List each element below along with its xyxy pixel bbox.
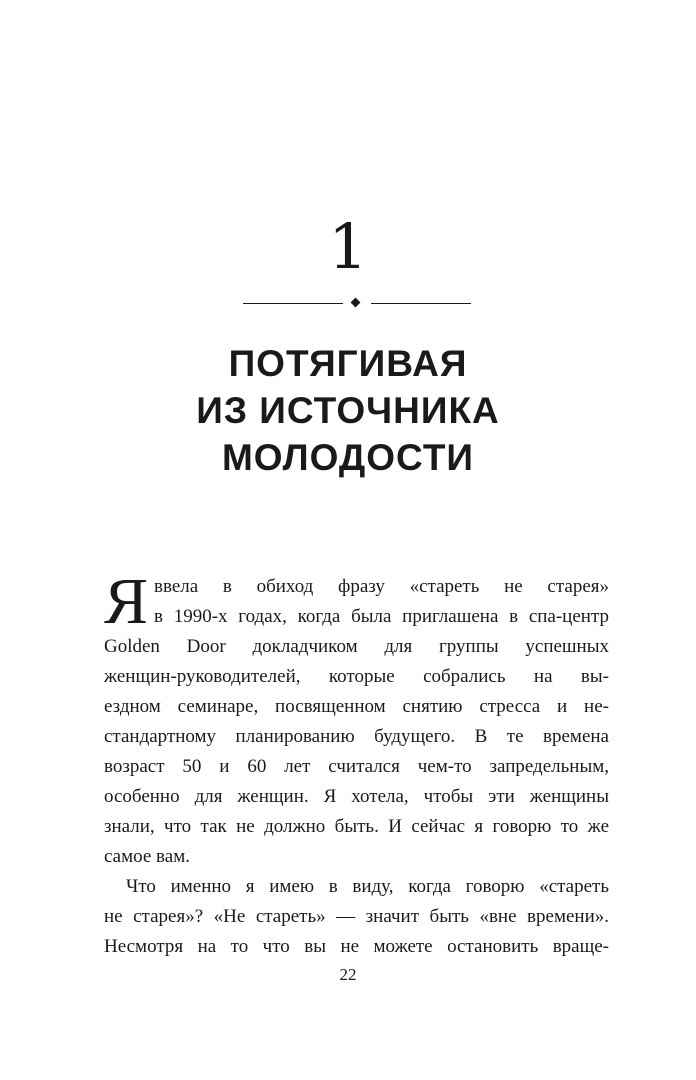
paragraph-1 [104,565,609,872]
text-line: самое вам. [104,846,190,867]
divider-line-right [371,303,471,304]
text-line: в 1990-х годах, когда была приглашена в спа-центр [154,606,609,627]
text-line: женщин-руководителей, которые собрались на вы- [104,666,609,687]
text-line: ввела в обиход фразу «стареть не старея» [154,576,609,597]
text-line: особенно для женщин. Я хотела, чтобы эти женщины [104,786,609,807]
text-line: Golden Door докладчиком для группы успешных [104,636,609,657]
chapter-ornament-divider [243,296,471,310]
drop-cap: Я [104,565,149,638]
text-line: не старея»? «Не стареть» — значит быть «вне времени». [104,906,609,927]
divider-line-left [243,303,343,304]
text-line: стандартному планированию будущего. В те времена [104,726,609,747]
text-line: возраст 50 и 60 лет считался чем-то запредельным, [104,756,609,777]
body-text [104,565,609,962]
paragraph-2 [104,872,609,962]
chapter-title-line: ПОТЯГИВАЯ [228,343,468,384]
chapter-title [0,340,696,481]
chapter-title-line: МОЛОДОСТИ [221,437,475,478]
page-number: 22 [339,965,357,984]
text-line: знали, что так не должно быть. И сейчас я говорю то же [104,816,609,837]
diamond-ornament-icon [351,298,361,308]
text-line: ездном семинаре, посвященном снятию стресса и не- [104,696,609,717]
chapter-number: 1 [328,210,368,283]
chapter-title-line: ИЗ ИСТОЧНИКА [196,390,500,431]
text-line: Что именно я имею в виду, когда говорю «стареть [126,876,609,897]
text-line: Несмотря на то что вы не можете остановить враще- [104,936,609,957]
